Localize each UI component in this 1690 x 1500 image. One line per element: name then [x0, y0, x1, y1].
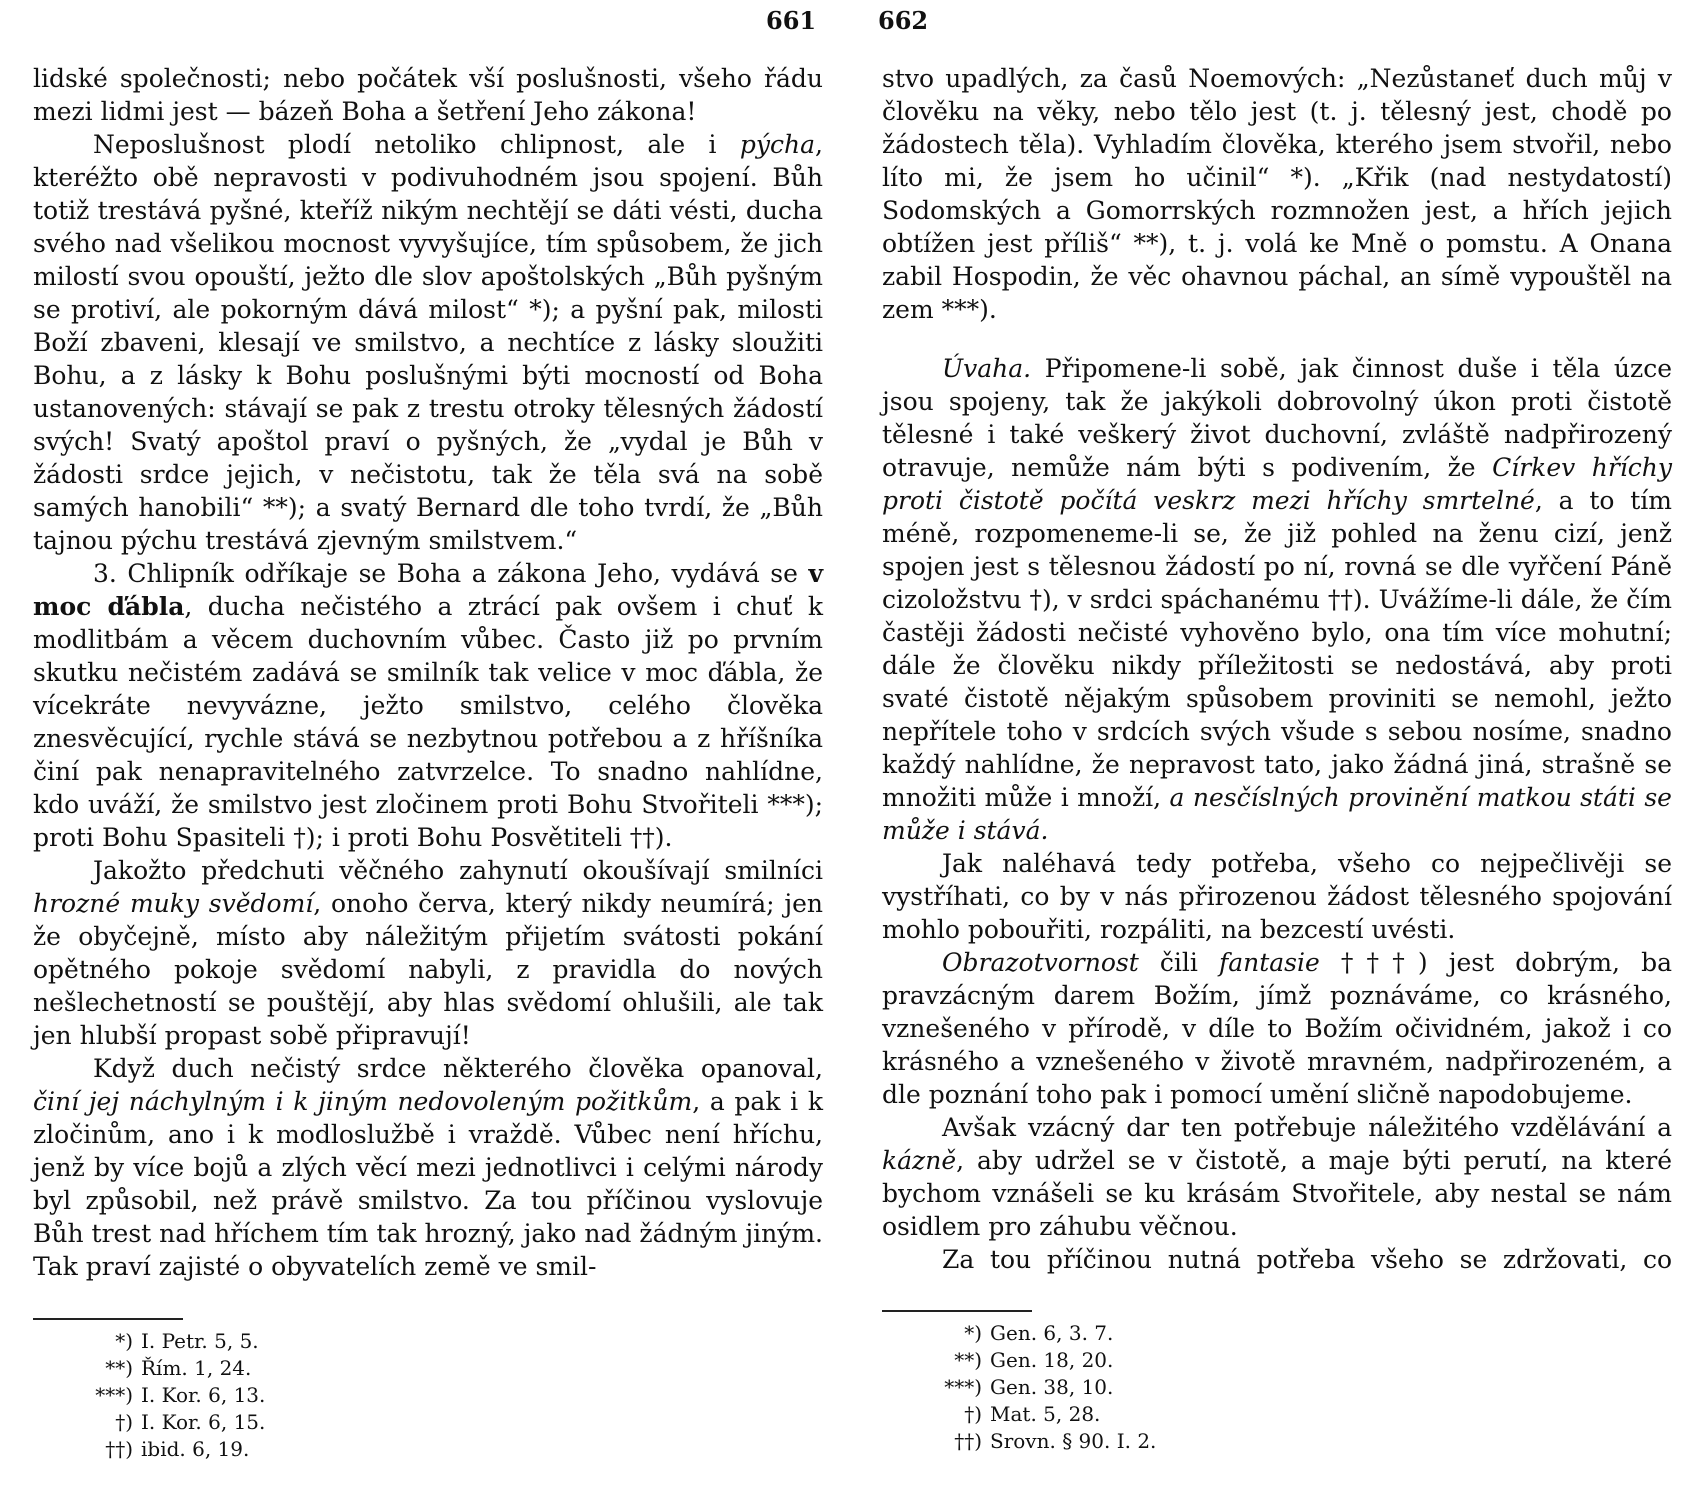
footnote: *) Gen. 6, 3. 7.: [964, 1321, 1114, 1345]
left-footnotes: [33, 1328, 265, 1463]
left-page-text: [33, 62, 823, 1283]
page-number-left: 661: [766, 6, 817, 35]
emphasis: kázně: [882, 1146, 957, 1175]
right-footnotes: [882, 1320, 1156, 1455]
footnote: ††) Srovn. § 90. I. 2.: [954, 1429, 1157, 1453]
emphasis: Obrazotvornost: [942, 948, 1139, 977]
paragraph: Úvaha. Připomene-li sobě, jak činnost duše i těla úzce jsou spojeny, tak že jakýkoli dobrovolný úkon proti čistotě tělesné i také veškerý život duchovní, zvláště nadpřirozený otravuje, nemůže nám býti s podivením, že Církev hříchy proti čistotě počítá veskrz mezi hříchy smrtelné, a to tím méně, rozpomeneme-li se, že již pohled na ženu cizí, jenž spojen jest s tělesnou žádostí po ní, rovná se dle vyřčení Páně cizoložstvu †), v srdci spáchanému ††). Uvážíme-li dále, že čím častěji žádosti nečisté vyhověno bylo, ona tím více mohutní; dále že člověku nikdy příležitosti se nedostává, aby proti svaté čistotě nějakým spůsobem proviniti se nemohl, ježto nepřítele toho v srdcích svých všude s sebou nosíme, snadno každý nahlídne, že nepravost tato, jako žádná jiná, strašně se množiti může i množí, a nesčíslných provinění matkou státi se může i stává.: [882, 354, 1672, 845]
right-page-text: [882, 62, 1672, 1276]
paragraph: stvo upadlých, za časů Noemových: „Nezůstaneť duch můj v člověku na věky, nebo tělo jest (t. j. tělesný jest, chodě po žádostech těla). Vyhladím člověka, kterého jsem stvořil, nebo líto mi, že jsem ho učinil“ *). „Křik (nad nestydatostí) Sodomských a Gomorrských rozmnožen jest, a hřích jejich obtížen jest příliš“ **), t. j. volá ke Mně o pomstu. A Onana zabil Hospodin, že věc ohavnou páchal, an símě vypouštěl na zem ***).: [882, 64, 1672, 324]
footnote: †) I. Kor. 6, 15.: [115, 1410, 266, 1434]
footnote-rule: [882, 1310, 1032, 1312]
footnote: **) Gen. 18, 20.: [954, 1348, 1114, 1372]
emphasis: Úvaha.: [942, 354, 1032, 383]
paragraph: Jak naléhavá tedy potřeba, všeho co nejpečlivěji se vystříhati, co by v nás přirozenou žádost tělesného spojování mohlo pobouřiti, rozpáliti, na bezcestí uvésti.: [882, 849, 1672, 944]
emphasis: v moc ďábla: [33, 559, 823, 621]
emphasis: a nesčíslných provinění matkou státi se může i stává.: [882, 783, 1672, 845]
footnote: ***) I. Kor. 6, 13.: [95, 1383, 266, 1407]
paragraph: Když duch nečistý srdce některého člověka opanoval, činí jej náchylným i k jiným nedovoleným požitkům, a pak i k zločinům, ano i k modloslužbě i vraždě. Vůbec není hříchu, jenž by více bojů a zlých věcí mezi jednotlivci i celými národy byl způsobil, než právě smilstvo. Za tou příčinou vyslovuje Bůh trest nad hříchem tím tak hrozný, jako nad žádným jiným. Tak praví zajisté o obyvatelích země ve smil-: [33, 1054, 823, 1281]
footnote: ††) ibid. 6, 19.: [105, 1437, 250, 1461]
emphasis: fantasie: [1218, 948, 1320, 977]
paragraph: 3. Chlipník odříkaje se Boha a zákona Jeho, vydává se v moc ďábla, ducha nečistého a ztrácí pak ovšem i chuť k modlitbám a věcem duchovním vůbec. Často již po prvním skutku nečistém zadává se smilník tak velice v moc ďábla, že vícekráte nevyvázne, ježto smilstvo, celého člověka znesvěcující, rychle stává se nezbytnou potřebou a z hříšníka činí pak nenapravitelného zatvrzelce. To snadno nahlídne, kdo uváží, že smilstvo jest zločinem proti Bohu Stvořiteli ***); proti Bohu Spasiteli †); i proti Bohu Posvětiteli ††).: [33, 559, 823, 852]
paragraph: Jakožto předchuti věčného zahynutí okoušívají smilníci hrozné muky svědomí, onoho červa, který nikdy neumírá; jen že obyčejně, místo aby náležitým přijetím svátosti pokání opětného pokoje svědomí nabyli, z pravidla do nových nešlechetností se pouštějí, aby hlas svědomí ohlušili, ale tak jen hlubší propast sobě připravují!: [33, 856, 823, 1050]
paragraph: Obrazotvornost čili fantasie †††) jest dobrým, ba pravzácným darem Božím, jímž poznáváme, co krásného, vznešeného v přírodě, v díle to Božím očividném, jakož i co krásného a vznešeného v životě mravném, nadpřirozeném, a dle poznání toho pak i pomocí umění sličně napodobujeme.: [882, 948, 1673, 1109]
paragraph: Neposlušnost plodí netoliko chlipnost, ale i pýcha, kteréžto obě nepravosti v podivuhodném jsou spojení. Bůh totiž trestává pyšné, kteříž nikým nechtějí se dáti vésti, ducha svého nad všelikou mocnost vyvyšujíce, tím spůsobem, že jich milostí svou opouští, ježto dle slov apoštolských „Bůh pyšným se protiví, ale pokorným dává milost“ *); a pyšní pak, milosti Boží zbaveni, klesají ve smilstvo, a nechtíce z lásky sloužiti Bohu, a z lásky k Bohu poslušnými býti mocností od Boha ustanovených: stávají se pak z trestu otroky tělesných žádostí svých! Svatý apoštol praví o pyšných, že „vydal je Bůh v žádosti srdce jejich, v nečistotu, tak že těla svá na sobě samých hanobili“ **); a svatý Bernard dle toho tvrdí, že „Bůh tajnou pýchu trestává zjevným smilstvem.“: [33, 130, 823, 555]
footnote: †) Mat. 5, 28.: [964, 1402, 1101, 1426]
paragraph: lidské společnosti; nebo počátek vší poslušnosti, všeho řádu mezi lidmi jest — bázeň Boha a šetření Jeho zákona!: [33, 64, 823, 126]
page-number-right: 662: [878, 6, 929, 35]
footnote: **) Řím. 1, 24.: [105, 1356, 252, 1380]
emphasis: hrozné muky svědomí: [33, 889, 314, 918]
emphasis: činí jej náchylným i k jiným nedovoleným požitkům: [33, 1087, 693, 1116]
footnote: *) I. Petr. 5, 5.: [115, 1329, 259, 1353]
emphasis: Církev hříchy proti čistotě počítá veskrz mezi hříchy smrtelné: [882, 453, 1672, 515]
footnote-rule: [33, 1318, 183, 1320]
footnote: ***) Gen. 38, 10.: [944, 1375, 1114, 1399]
paragraph: Avšak vzácný dar ten potřebuje náležitého vzdělávání a kázně, aby udržel se v čistotě, a maje býti perutí, na které bychom vznášeli se ku krásám Stvořitele, aby nestal se nám osidlem pro záhubu věčnou.: [882, 1113, 1672, 1241]
paragraph: Za tou příčinou nutná potřeba všeho se zdržovati, co: [942, 1245, 1672, 1274]
emphasis: pýcha: [739, 130, 816, 159]
